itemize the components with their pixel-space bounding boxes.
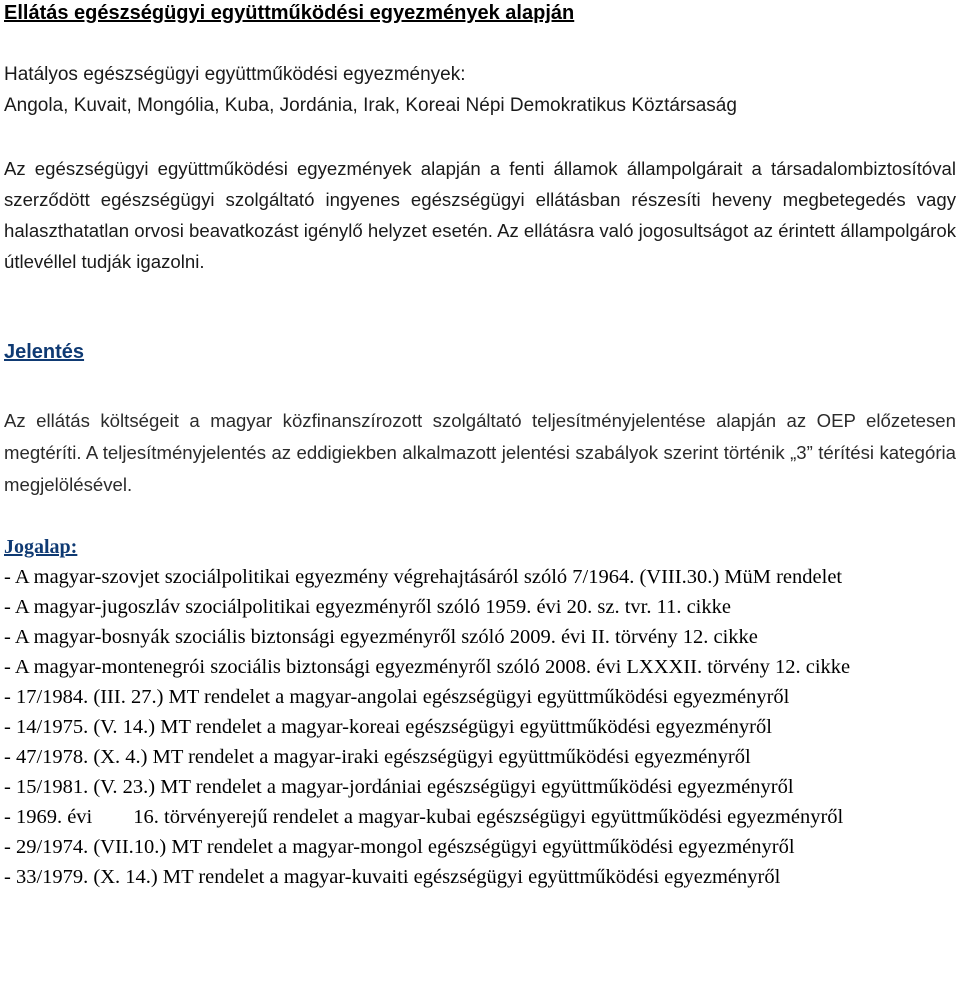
legal-item: - 15/1981. (V. 23.) MT rendelet a magyar-jordániai egészségügyi együttműködési egyezményről bbox=[4, 776, 794, 798]
report-text: Az ellátás költségeit a magyar közfinanszírozott szolgáltató teljesítményjelentése alapján az OEP előzetesen megtéríti. A teljesítményjelentés az eddigiekben alkalmazott jelentési szabályok szerint történik „3” térítési kategória megjelölésével. bbox=[4, 410, 956, 495]
legal-item: - A magyar-montenegrói szociális biztonsági egyezményről szóló 2008. évi LXXXII. törvény 12. cikke bbox=[4, 656, 851, 678]
agreements-section bbox=[4, 59, 956, 121]
page-title: Ellátás egészségügyi együttműködési egyezmények alapján bbox=[4, 2, 575, 24]
legal-item: - 47/1978. (X. 4.) MT rendelet a magyar-iraki egészségügyi együttműködési egyezményről bbox=[4, 746, 751, 768]
agreements-label: Hatályos egészségügyi együttműködési egyezmények: bbox=[4, 64, 466, 85]
legal-item: - A magyar-bosnyák szociális biztonsági egyezményről szóló 2009. évi II. törvény 12. cikke bbox=[4, 626, 758, 648]
report-heading-wrap bbox=[4, 340, 956, 364]
legal-item: - A magyar-jugoszláv szociálpolitikai egyezményről szóló 1959. évi 20. sz. tvr. 11. cikke bbox=[4, 596, 731, 618]
legal-item: - 14/1975. (V. 14.) MT rendelet a magyar-koreai egészségügyi együttműködési egyezményről bbox=[4, 716, 772, 738]
report-section bbox=[4, 405, 956, 501]
legal-item: - 33/1979. (X. 14.) MT rendelet a magyar-kuvaiti egészségügyi együttműködési egyezményről bbox=[4, 866, 781, 888]
legal-item: - 29/1974. (VII.10.) MT rendelet a magyar-mongol egészségügyi együttműködési egyezményről bbox=[4, 836, 795, 858]
intro-paragraph: Az egészségügyi együttműködési egyezmények alapján a fenti államok állampolgárait a társadalombiztosítóval szerződött egészségügyi szolgáltató ingyenes egészségügyi ellátásban részesíti heveny megbetegedés vagy halaszthatatlan orvosi beavatkozást igénylő helyzet esetén. Az ellátásra való jogosultságot az érintett állampolgárok útlevéllel tudják igazolni. bbox=[4, 158, 956, 272]
legal-basis-heading: Jogalap: bbox=[4, 536, 78, 558]
legal-basis-section bbox=[4, 532, 956, 892]
intro-section bbox=[4, 153, 956, 277]
report-heading: Jelentés bbox=[4, 341, 85, 363]
legal-basis-list bbox=[4, 562, 956, 892]
legal-item: - 1969. évi 16. törvényerejű rendelet a magyar-kubai egészségügyi együttműködési egyezményről bbox=[4, 806, 844, 828]
legal-item: - 17/1984. (III. 27.) MT rendelet a magyar-angolai egészségügyi együttműködési egyezményről bbox=[4, 686, 790, 708]
agreements-countries: Angola, Kuvait, Mongólia, Kuba, Jordánia, Irak, Koreai Népi Demokratikus Köztársaság bbox=[4, 95, 737, 116]
legal-item: - A magyar-szovjet szociálpolitikai egyezmény végrehajtásáról szóló 7/1964. (VIII.30.) MüM rendelet bbox=[4, 566, 843, 588]
